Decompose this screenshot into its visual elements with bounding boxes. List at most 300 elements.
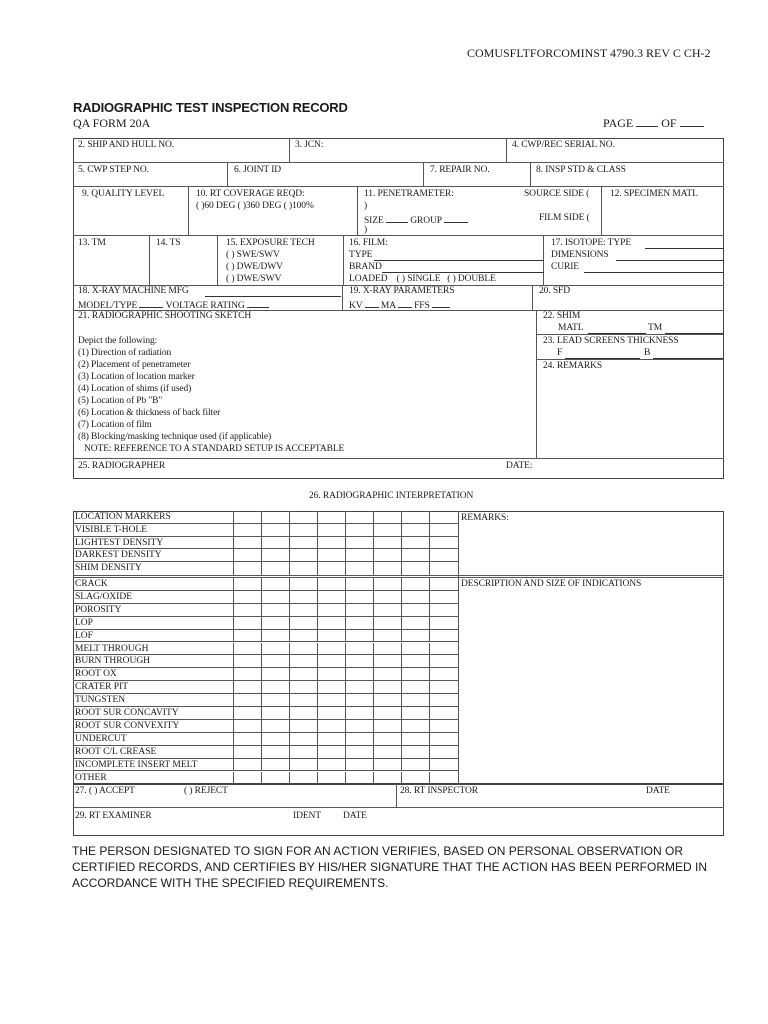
rt-inspector-field[interactable]: 28. RT INSPECTOR	[400, 786, 478, 796]
divider	[396, 784, 397, 807]
grid-cell[interactable]	[429, 604, 457, 617]
grid-cell[interactable]	[345, 524, 373, 537]
table-row	[73, 617, 459, 630]
table-row	[73, 668, 459, 681]
grid-cell[interactable]	[261, 524, 289, 537]
grid-cell[interactable]	[373, 549, 401, 562]
grid-cell[interactable]	[261, 549, 289, 562]
grid-cell[interactable]	[401, 707, 429, 720]
grid-cell[interactable]	[373, 511, 401, 524]
table-row	[73, 578, 459, 591]
divider	[342, 285, 343, 310]
grid-cell[interactable]	[345, 604, 373, 617]
divider	[149, 235, 150, 285]
grid-cell[interactable]	[373, 733, 401, 746]
grid-cell[interactable]	[261, 562, 289, 575]
of-label: OF	[661, 116, 677, 130]
divider	[532, 285, 533, 310]
grid-cell[interactable]	[233, 668, 261, 681]
row-label: LOCATION MARKERS	[75, 512, 171, 522]
grid-cell[interactable]	[373, 604, 401, 617]
grid-cell[interactable]	[373, 524, 401, 537]
grid-cell[interactable]	[289, 772, 317, 785]
grid-cell[interactable]	[233, 630, 261, 643]
grid-cell[interactable]	[233, 511, 261, 524]
isotope-type-input[interactable]	[645, 248, 724, 249]
grid-cell[interactable]	[289, 643, 317, 656]
remarks-label: 24. REMARKS	[543, 361, 603, 371]
interpretation-remarks-area[interactable]	[459, 524, 723, 574]
row-label: POROSITY	[75, 604, 122, 615]
grid-cell[interactable]	[429, 591, 457, 604]
source-side-option[interactable]: SOURCE SIDE (	[524, 189, 590, 199]
grid-cell[interactable]	[429, 655, 457, 668]
isotope-dimensions-label: DIMENSIONS	[551, 250, 609, 260]
specimen-matl-field[interactable]: 12. SPECIMEN MATL	[610, 189, 698, 199]
lead-front-input[interactable]	[565, 358, 640, 359]
grid-cell[interactable]	[289, 668, 317, 681]
grid-cell[interactable]	[401, 511, 429, 524]
grid-cell[interactable]	[289, 681, 317, 694]
grid-cell[interactable]	[345, 617, 373, 630]
lead-screens-label: 23. LEAD SCREENS THICKNESS	[543, 336, 679, 346]
grid-cell[interactable]	[261, 537, 289, 550]
repair-no-field[interactable]: 7. REPAIR NO.	[430, 165, 490, 175]
ship-hull-field[interactable]: 2. SHIP AND HULL NO.	[78, 140, 174, 150]
grid-cell[interactable]	[233, 643, 261, 656]
grid-cell[interactable]	[289, 655, 317, 668]
shim-label: 22. SHIM	[543, 311, 581, 321]
isotope-curie-label: CURIE	[551, 262, 580, 272]
row-label: DARKEST DENSITY	[75, 550, 162, 561]
xray-parameter-values	[349, 298, 450, 312]
shim-tm-input[interactable]	[665, 333, 724, 334]
grid-cell[interactable]	[401, 524, 429, 537]
ffs-input[interactable]	[432, 298, 450, 308]
grid-cell[interactable]	[261, 759, 289, 772]
grid-cell[interactable]	[401, 562, 429, 575]
grid-cell[interactable]	[373, 643, 401, 656]
page-counter	[603, 116, 704, 131]
grid-cell[interactable]	[345, 549, 373, 562]
grid-cell[interactable]	[233, 772, 261, 785]
grid-cell[interactable]	[345, 578, 373, 591]
grid-cell[interactable]	[233, 537, 261, 550]
grid-cell[interactable]	[429, 643, 457, 656]
grid-cell[interactable]	[401, 643, 429, 656]
row-label: INCOMPLETE INSERT MELT	[75, 759, 198, 770]
grid-cell[interactable]	[289, 630, 317, 643]
grid-cell[interactable]	[233, 746, 261, 759]
grid-cell[interactable]	[261, 746, 289, 759]
grid-cell[interactable]	[233, 549, 261, 562]
grid-cell[interactable]	[429, 617, 457, 630]
penetrameter-paren-2: )	[364, 225, 368, 235]
grid-cell[interactable]	[289, 549, 317, 562]
grid-cell[interactable]	[317, 681, 345, 694]
sketch-item: (7) Location of film	[78, 420, 152, 430]
radiographer-date-field[interactable]: DATE:	[506, 461, 533, 471]
table-row	[73, 591, 459, 604]
interpretation-remarks-label: REMARKS:	[461, 513, 509, 523]
isotope-curie-input[interactable]	[584, 272, 724, 273]
certification-statement: THE PERSON DESIGNATED TO SIGN FOR AN ACTION VERIFIES, BASED ON PERSONAL OBSERVATION OR CERTIFIED RECORDS, AND CERTIFIES BY HIS/HER SIGNATURE THAT THE ACTION HAS BEEN PERFORMED IN ACCORDANCE WITH THE SPECIFIED REQUIREMENTS.	[72, 844, 707, 890]
grid-cell[interactable]	[401, 617, 429, 630]
row-label: UNDERCUT	[75, 733, 127, 744]
grid-cell[interactable]	[429, 733, 457, 746]
exposure-dwe-dwv-option[interactable]: ( ) DWE/DWV	[226, 262, 283, 272]
shim-matl-label: MATL	[558, 323, 584, 333]
row-label: SHIM DENSITY	[75, 563, 142, 574]
grid-cell[interactable]	[289, 720, 317, 733]
row-label: MELT THROUGH	[75, 643, 149, 654]
grid-cell[interactable]	[233, 720, 261, 733]
size-label: SIZE	[364, 216, 384, 226]
grid-cell[interactable]	[345, 537, 373, 550]
grid-cell[interactable]	[401, 604, 429, 617]
grid-cell[interactable]	[261, 707, 289, 720]
grid-cell[interactable]	[317, 643, 345, 656]
grid-cell[interactable]	[429, 524, 457, 537]
grid-cell[interactable]	[233, 591, 261, 604]
film-loaded-options[interactable]: LOADED ( ) SINGLE ( ) DOUBLE	[349, 274, 496, 284]
table-row	[73, 562, 459, 575]
table-row	[73, 643, 459, 656]
model-type-label: MODEL/TYPE	[78, 301, 138, 311]
grid-cell[interactable]	[289, 694, 317, 707]
grid-cell[interactable]	[317, 578, 345, 591]
grid-cell[interactable]	[373, 562, 401, 575]
row-label: BURN THROUGH	[75, 656, 151, 667]
grid-cell[interactable]	[345, 759, 373, 772]
grid-cell[interactable]	[317, 720, 345, 733]
shim-tm-label: TM	[648, 323, 663, 333]
grid-cell[interactable]	[429, 549, 457, 562]
grid-cell[interactable]	[289, 511, 317, 524]
grid-cell[interactable]	[401, 759, 429, 772]
sketch-item: (1) Direction of radiation	[78, 348, 172, 358]
grid-cell[interactable]	[261, 681, 289, 694]
penetrameter-label: 11. PENETRAMETER:	[364, 189, 454, 199]
radiographer-field[interactable]: 25. RADIOGRAPHER	[78, 461, 166, 471]
film-label: 16. FILM:	[349, 238, 388, 248]
shooting-sketch-label: 21. RADIOGRAPHIC SHOOTING SKETCH	[78, 311, 252, 321]
grid-cell[interactable]	[345, 746, 373, 759]
row-label: SLAG/OXIDE	[75, 591, 132, 602]
grid-cell[interactable]	[317, 772, 345, 785]
row-label: CRACK	[75, 579, 108, 589]
grid-cell[interactable]	[429, 681, 457, 694]
grid-cell[interactable]	[373, 537, 401, 550]
grid-cell[interactable]	[345, 668, 373, 681]
grid-cell[interactable]	[261, 733, 289, 746]
instruction-reference: COMUSFLTFORCOMINST 4790.3 REV C CH-2	[467, 46, 711, 60]
grid-cell[interactable]	[401, 591, 429, 604]
grid-cell[interactable]	[317, 617, 345, 630]
grid-cell[interactable]	[373, 591, 401, 604]
film-side-option[interactable]: FILM SIDE (	[539, 213, 590, 223]
grid-cell[interactable]	[233, 617, 261, 630]
grid-cell[interactable]	[317, 668, 345, 681]
grid-cell[interactable]	[289, 617, 317, 630]
grid-cell[interactable]	[373, 681, 401, 694]
grid-cell[interactable]	[289, 591, 317, 604]
grid-cell[interactable]	[429, 578, 457, 591]
rt-examiner-field[interactable]: 29. RT EXAMINER	[75, 811, 152, 821]
cwp-serial-field[interactable]: 4. CWP/REC SERIAL NO.	[512, 140, 615, 150]
grid-cell[interactable]	[261, 578, 289, 591]
grid-cell[interactable]	[401, 720, 429, 733]
film-brand-input[interactable]	[382, 272, 544, 273]
grid-cell[interactable]	[401, 537, 429, 550]
penetrameter-paren: )	[364, 201, 368, 211]
table-row	[73, 746, 459, 759]
grid-cell[interactable]	[373, 630, 401, 643]
lead-back-input[interactable]	[653, 358, 724, 359]
grid-cell[interactable]	[429, 537, 457, 550]
grid-cell[interactable]	[233, 578, 261, 591]
grid-cell[interactable]	[261, 617, 289, 630]
grid-cell[interactable]	[261, 643, 289, 656]
grid-cell[interactable]	[373, 655, 401, 668]
grid-cell[interactable]	[373, 578, 401, 591]
grid-cell[interactable]	[345, 562, 373, 575]
remarks-area[interactable]	[537, 372, 723, 457]
grid-cell[interactable]	[345, 655, 373, 668]
grid-cell[interactable]	[401, 694, 429, 707]
grid-cell[interactable]	[317, 655, 345, 668]
grid-cell[interactable]	[289, 733, 317, 746]
grid-cell[interactable]	[429, 511, 457, 524]
voltage-rating-input[interactable]	[247, 298, 269, 308]
grid-cell[interactable]	[261, 511, 289, 524]
grid-cell[interactable]	[317, 549, 345, 562]
xray-machine-mfg-input[interactable]	[205, 296, 341, 297]
grid-cell[interactable]	[317, 707, 345, 720]
insp-std-field[interactable]: 8. INSP STD & CLASS	[536, 165, 626, 175]
grid-cell[interactable]	[317, 759, 345, 772]
grid-cell[interactable]	[233, 562, 261, 575]
grid-cell[interactable]	[429, 707, 457, 720]
sketch-item: (2) Placement of penetrameter	[78, 360, 191, 370]
grid-cell[interactable]	[401, 578, 429, 591]
description-indications-area[interactable]	[459, 590, 723, 783]
grid-cell[interactable]	[429, 746, 457, 759]
table-row	[73, 655, 459, 668]
grid-cell[interactable]	[429, 668, 457, 681]
film-type-input[interactable]	[374, 260, 544, 261]
group-label: GROUP	[410, 216, 442, 226]
grid-cell[interactable]	[345, 643, 373, 656]
grid-cell[interactable]	[373, 759, 401, 772]
sketch-item: (5) Location of Pb "B"	[78, 396, 163, 406]
page-total-field[interactable]	[680, 117, 704, 127]
kv-label: KV	[349, 301, 363, 311]
grid-cell[interactable]	[345, 694, 373, 707]
grid-cell[interactable]	[233, 604, 261, 617]
grid-cell[interactable]	[373, 694, 401, 707]
quality-level-field[interactable]: 9. QUALITY LEVEL	[82, 189, 165, 199]
grid-cell[interactable]	[233, 524, 261, 537]
table-row	[73, 511, 459, 524]
sfd-field[interactable]: 20. SFD	[539, 286, 570, 296]
grid-cell[interactable]	[373, 668, 401, 681]
isotope-dimensions-input[interactable]	[616, 260, 724, 261]
grid-cell[interactable]	[317, 511, 345, 524]
grid-cell[interactable]	[233, 707, 261, 720]
grid-cell[interactable]	[261, 655, 289, 668]
model-type-input[interactable]	[139, 298, 163, 308]
row-label: CRATER PIT	[75, 682, 129, 693]
ffs-label: FFS	[414, 301, 430, 311]
grid-cell[interactable]	[233, 655, 261, 668]
row-label: LIGHTEST DENSITY	[75, 537, 164, 548]
grid-cell[interactable]	[373, 720, 401, 733]
grid-cell[interactable]	[345, 630, 373, 643]
divider	[536, 359, 724, 360]
grid-cell[interactable]	[261, 630, 289, 643]
xray-model-voltage	[78, 298, 269, 312]
lead-back-label: B	[644, 348, 651, 358]
grid-cell[interactable]	[289, 578, 317, 591]
grid-cell[interactable]	[317, 591, 345, 604]
grid-cell[interactable]	[289, 759, 317, 772]
shim-matl-input[interactable]	[588, 333, 646, 334]
grid-cell[interactable]	[289, 746, 317, 759]
sketch-item: (8) Blocking/masking technique used (if applicable)	[78, 432, 272, 442]
ts-field[interactable]: 14. TS	[156, 238, 181, 248]
divider	[357, 186, 358, 235]
grid-cell[interactable]	[373, 707, 401, 720]
table-row	[73, 604, 459, 617]
table-row	[73, 524, 459, 537]
grid-cell[interactable]	[373, 617, 401, 630]
grid-cell[interactable]	[429, 562, 457, 575]
grid-cell[interactable]	[261, 694, 289, 707]
ma-input[interactable]	[398, 298, 412, 308]
grid-cell[interactable]	[233, 694, 261, 707]
grid-cell[interactable]	[317, 604, 345, 617]
table-row	[73, 681, 459, 694]
grid-cell[interactable]	[401, 746, 429, 759]
grid-cell[interactable]	[289, 562, 317, 575]
grid-cell[interactable]	[373, 746, 401, 759]
grid-cell[interactable]	[261, 604, 289, 617]
exposure-dwe-swv-option[interactable]: ( ) DWE/SWV	[226, 274, 282, 284]
grid-cell[interactable]	[289, 604, 317, 617]
grid-cell[interactable]	[401, 681, 429, 694]
signoff-section	[73, 784, 724, 836]
group-input[interactable]	[444, 213, 468, 223]
table-row	[73, 707, 459, 720]
rt-examiner-date-field[interactable]: DATE	[343, 811, 367, 821]
row-label: OTHER	[75, 772, 107, 783]
rt-examiner-ident-field[interactable]: IDENT	[293, 811, 321, 821]
grid-cell[interactable]	[429, 630, 457, 643]
grid-cell[interactable]	[401, 772, 429, 785]
interpretation-title: 26. RADIOGRAPHIC INTERPRETATION	[309, 491, 474, 501]
grid-cell[interactable]	[317, 746, 345, 759]
grid-cell[interactable]	[401, 668, 429, 681]
xray-parameters-label: 19. X-RAY PARAMETERS	[349, 286, 455, 296]
sketch-item: (4) Location of shims (if used)	[78, 384, 192, 394]
grid-cell[interactable]	[317, 524, 345, 537]
rt-coverage-options[interactable]: ( )60 DEG ( )360 DEG ( )100%	[196, 201, 314, 211]
grid-cell[interactable]	[401, 733, 429, 746]
grid-cell[interactable]	[317, 630, 345, 643]
grid-cell[interactable]	[345, 681, 373, 694]
grid-cell[interactable]	[345, 511, 373, 524]
grid-cell[interactable]	[233, 681, 261, 694]
grid-cell[interactable]	[261, 720, 289, 733]
grid-cell[interactable]	[289, 524, 317, 537]
accept-option[interactable]: 27. ( ) ACCEPT	[75, 786, 135, 796]
grid-cell[interactable]	[345, 707, 373, 720]
grid-cell[interactable]	[429, 759, 457, 772]
exposure-swe-swv-option[interactable]: ( ) SWE/SWV	[226, 250, 280, 260]
xray-machine-mfg-label: 18. X-RAY MACHINE MFG	[78, 286, 189, 296]
grid-cell[interactable]	[261, 591, 289, 604]
divider	[217, 235, 218, 285]
grid-cell[interactable]	[261, 668, 289, 681]
size-input[interactable]	[386, 213, 408, 223]
description-indications-label: DESCRIPTION AND SIZE OF INDICATIONS	[461, 579, 642, 589]
grid-cell[interactable]	[317, 733, 345, 746]
penetrameter-size-group	[364, 213, 468, 227]
grid-cell[interactable]	[429, 720, 457, 733]
form-title: RADIOGRAPHIC TEST INSPECTION RECORD	[73, 100, 348, 115]
grid-cell[interactable]	[345, 591, 373, 604]
grid-cell[interactable]	[345, 720, 373, 733]
jcn-field[interactable]: 3. JCN:	[295, 140, 324, 150]
grid-cell[interactable]	[289, 537, 317, 550]
grid-cell[interactable]	[401, 549, 429, 562]
grid-cell[interactable]	[261, 772, 289, 785]
grid-cell[interactable]	[289, 707, 317, 720]
grid-cell[interactable]	[233, 733, 261, 746]
grid-cell[interactable]	[401, 655, 429, 668]
table-row	[73, 630, 459, 643]
joint-id-field[interactable]: 6. JOINT ID	[234, 165, 282, 175]
table-row	[73, 772, 459, 785]
grid-cell[interactable]	[429, 772, 457, 785]
rt-inspector-date-field[interactable]: DATE	[646, 786, 670, 796]
row-label: ROOT SUR CONVEXITY	[75, 720, 180, 731]
row-label: VISIBLE T-HOLE	[75, 524, 148, 535]
grid-cell[interactable]	[429, 694, 457, 707]
grid-cell[interactable]	[345, 772, 373, 785]
grid-cell[interactable]	[373, 772, 401, 785]
divider	[73, 162, 724, 163]
divider	[536, 334, 724, 335]
divider	[423, 162, 424, 186]
tm-field[interactable]: 13. TM	[78, 238, 106, 248]
grid-cell[interactable]	[317, 694, 345, 707]
sketch-item: (3) Location of location marker	[78, 372, 195, 382]
voltage-rating-label: VOLTAGE RATING	[165, 301, 245, 311]
ma-label: MA	[380, 301, 396, 311]
film-brand-label: BRAND	[349, 262, 382, 272]
grid-cell[interactable]	[317, 562, 345, 575]
kv-input[interactable]	[365, 298, 379, 308]
grid-cell[interactable]	[345, 733, 373, 746]
grid-cell[interactable]	[233, 759, 261, 772]
grid-cell[interactable]	[401, 630, 429, 643]
reject-option[interactable]: ( ) REJECT	[184, 786, 228, 796]
grid-cell[interactable]	[317, 537, 345, 550]
page-number-field[interactable]	[636, 117, 658, 127]
cwp-step-field[interactable]: 5. CWP STEP NO.	[78, 165, 149, 175]
